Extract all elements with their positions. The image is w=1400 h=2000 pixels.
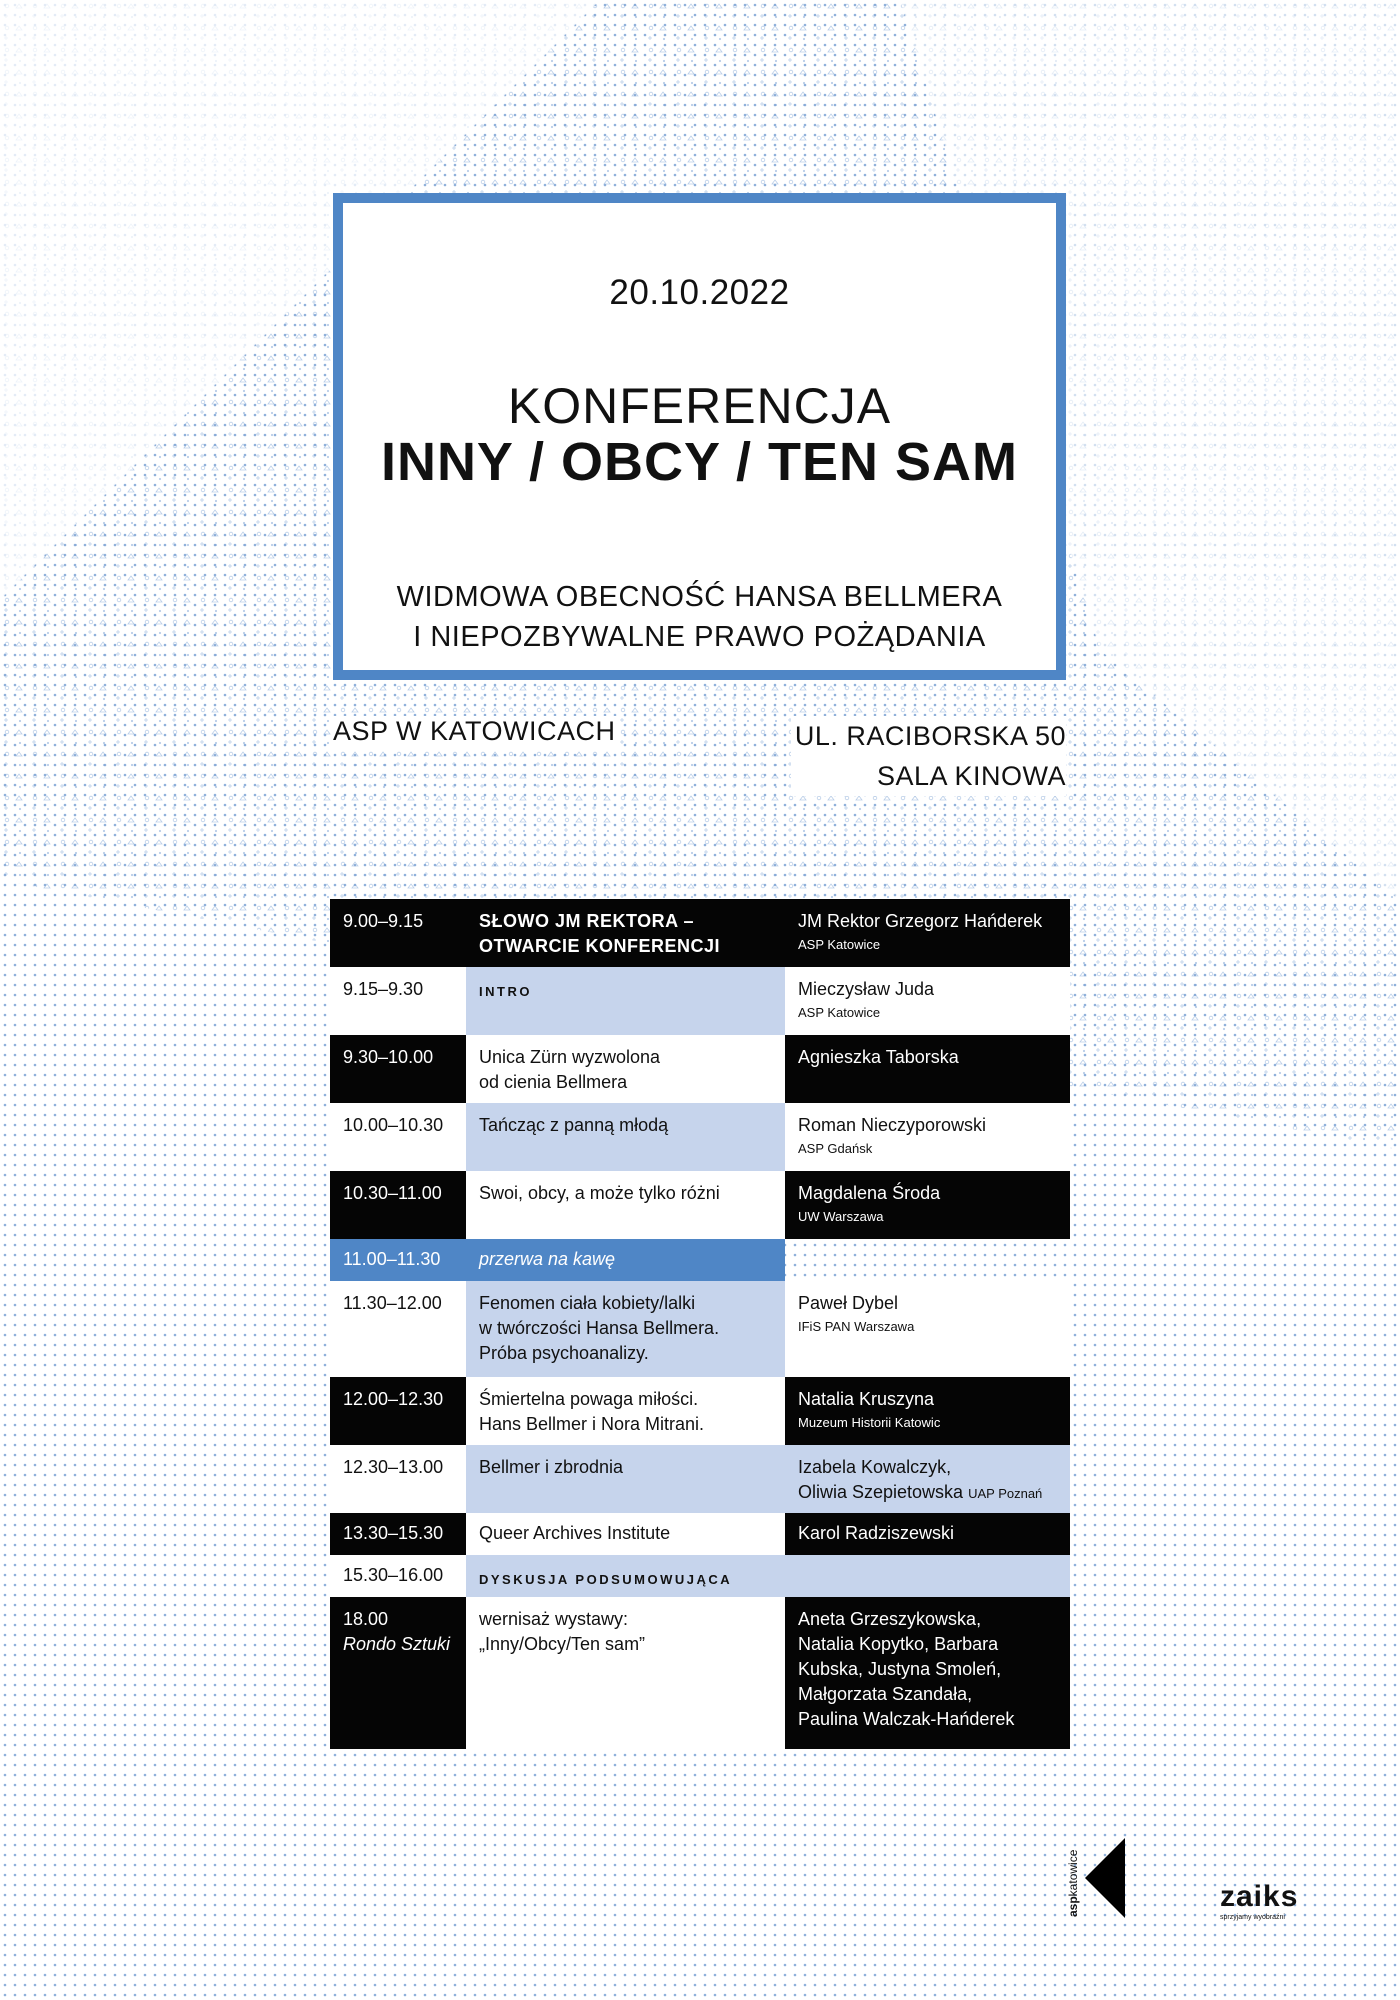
speaker-affiliation: UW Warszawa	[798, 1209, 884, 1224]
speaker-affiliation: ASP Gdańsk	[798, 1141, 873, 1156]
table-row	[330, 1035, 1070, 1103]
speaker-name: JM Rektor Grzegorz Hańderek	[798, 911, 1043, 931]
speaker-cell	[785, 1445, 1070, 1513]
title-cell: Queer Archives Institute	[466, 1513, 785, 1555]
speaker-affiliation: ASP Katowice	[798, 1005, 881, 1020]
speaker-name: Karol Radziszewski	[798, 1523, 955, 1543]
time-cell: 10.30–11.00	[330, 1171, 466, 1239]
speaker-name: Paweł Dybel	[798, 1293, 899, 1313]
room: SALA KINOWA	[876, 761, 1066, 791]
title-line: od cienia Bellmera	[479, 1072, 628, 1092]
title-cell: Bellmer i zbrodnia	[466, 1445, 785, 1513]
table-row	[330, 1103, 1070, 1171]
speaker-affiliation: IFiS PAN Warszawa	[798, 1319, 915, 1334]
speaker-cell	[785, 1035, 1070, 1103]
speaker-cell	[785, 1513, 1070, 1555]
table-row	[330, 1377, 1070, 1445]
speaker-affiliation: Muzeum Historii Katowic	[798, 1415, 941, 1430]
time-cell: 12.00–12.30	[330, 1377, 466, 1445]
speaker-cell	[785, 1171, 1070, 1239]
title-line: Próba psychoanalizy.	[479, 1343, 649, 1363]
table-row	[330, 1597, 1070, 1749]
title-line: SŁOWO JM REKTORA –	[479, 911, 695, 931]
speaker-name: Natalia Kopytko, Barbara	[798, 1634, 999, 1654]
time-cell: 9.30–10.00	[330, 1035, 466, 1103]
event-date: 20.10.2022	[609, 273, 790, 312]
street: UL. RACIBORSKA 50	[794, 721, 1066, 751]
time-cell: 12.30–13.00	[330, 1445, 466, 1513]
table-row	[330, 1281, 1070, 1377]
title-line: „Inny/Obcy/Ten sam”	[479, 1634, 646, 1654]
subtitle-line-2: I NIEPOZBYWALNE PRAWO POŻĄDANIA	[413, 621, 986, 653]
speaker-cell	[785, 1103, 1070, 1171]
speaker-name: Roman Nieczyporowski	[798, 1115, 987, 1135]
title-line: Śmiertelna powaga miłości.	[479, 1389, 699, 1409]
table-row	[330, 1445, 1070, 1513]
speaker-cell	[785, 1377, 1070, 1445]
table-row	[330, 1171, 1070, 1239]
event-place: Rondo Sztuki	[343, 1634, 451, 1654]
speaker-cell	[785, 967, 1070, 1035]
time-cell: 9.00–9.15	[330, 899, 466, 967]
table-row	[330, 967, 1070, 1035]
title-line: wernisaż wystawy:	[479, 1609, 629, 1629]
title-cell	[466, 1597, 785, 1749]
speaker-name: Aneta Grzeszykowska,	[798, 1609, 982, 1629]
time-cell: 10.00–10.30	[330, 1103, 466, 1171]
title-cell	[466, 1281, 785, 1377]
title-line: Fenomen ciała kobiety/lalki	[479, 1293, 696, 1313]
speaker-cell	[785, 1597, 1070, 1749]
time-cell: 11.30–12.00	[330, 1281, 466, 1377]
title-cell	[466, 899, 785, 967]
conference-subtitle	[343, 577, 1056, 657]
conference-title: INNY / OBCY / TEN SAM	[380, 432, 1019, 492]
table-row	[330, 1513, 1070, 1555]
title-line: OTWARCIE KONFERENCJI	[479, 936, 721, 956]
speaker-name: Mieczysław Juda	[798, 979, 935, 999]
speaker-name: Agnieszka Taborska	[798, 1047, 959, 1067]
empty-cell	[785, 1239, 1070, 1281]
title-cell: Swoi, obcy, a może tylko różni	[466, 1171, 785, 1239]
title-cell: INTRO	[466, 967, 785, 1035]
conference-label: KONFERENCJA	[507, 378, 892, 434]
speaker-affiliation: ASP Katowice	[798, 937, 881, 952]
time-cell: 11.00–11.30	[330, 1239, 466, 1281]
speaker-name: Natalia Kruszyna	[798, 1389, 935, 1409]
asp-katowice-logo-icon	[1063, 1836, 1133, 1920]
title-cell: przerwa na kawę	[466, 1239, 785, 1281]
title-cell: Tańcząc z panną młodą	[466, 1103, 785, 1171]
time-cell: 13.30–15.30	[330, 1513, 466, 1555]
address	[791, 716, 1066, 796]
time-cell: 9.15–9.30	[330, 967, 466, 1035]
speaker-name: Kubska, Justyna Smoleń,	[798, 1659, 1002, 1679]
empty-cell	[785, 1555, 1070, 1597]
asp-logo-bold: asp	[1066, 1896, 1080, 1917]
speaker-affiliation: UAP Poznań	[968, 1486, 1043, 1501]
title-line: w twórczości Hansa Bellmera.	[479, 1318, 720, 1338]
title-line: Unica Zürn wyzwolona	[479, 1047, 661, 1067]
subtitle-line-1: WIDMOWA OBECNOŚĆ HANSA BELLMERA	[396, 581, 1003, 613]
title-line: Hans Bellmer i Nora Mitrani.	[479, 1414, 705, 1434]
speaker-cell	[785, 1281, 1070, 1377]
zaiks-wordmark: zaiks	[1220, 1880, 1299, 1913]
zaiks-logo	[1220, 1882, 1298, 1921]
speaker-name: Małgorzata Szandała,	[798, 1684, 973, 1704]
time-cell: 15.30–16.00	[330, 1555, 466, 1597]
title-cell: DYSKUSJA PODSUMOWUJĄCA	[466, 1555, 785, 1597]
schedule-table	[330, 899, 1070, 1749]
venue: ASP W KATOWICACH	[333, 716, 620, 747]
table-row	[330, 1555, 1070, 1597]
speaker-name: Paulina Walczak-Hańderek	[798, 1709, 1015, 1729]
table-row-break	[330, 1239, 1070, 1281]
time-cell	[330, 1597, 466, 1749]
zaiks-tagline: sprzyjamy wyobraźni	[1220, 1914, 1285, 1921]
asp-logo-regular: katowice	[1066, 1849, 1080, 1897]
speaker-name: Oliwia Szepietowska	[798, 1482, 964, 1502]
speaker-cell	[785, 899, 1070, 967]
title-box	[333, 193, 1066, 680]
table-row	[330, 899, 1070, 967]
location-block	[333, 711, 1066, 803]
time-value: 18.00	[343, 1609, 389, 1629]
speaker-name: Magdalena Środa	[798, 1183, 941, 1203]
speaker-name: Izabela Kowalczyk,	[798, 1457, 952, 1477]
title-cell	[466, 1035, 785, 1103]
title-cell	[466, 1377, 785, 1445]
